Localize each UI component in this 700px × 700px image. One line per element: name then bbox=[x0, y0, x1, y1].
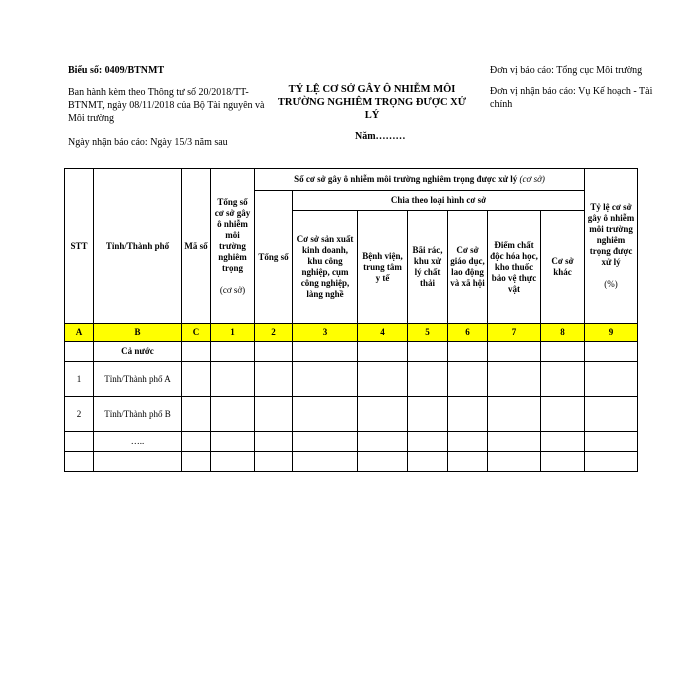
index-cell: 3 bbox=[293, 324, 358, 342]
header-total bbox=[211, 169, 255, 324]
receiving-unit: Đơn vị nhận báo cáo: Vụ Kế hoạch - Tài chính bbox=[490, 86, 653, 110]
table-row bbox=[65, 397, 638, 432]
row-name: ….. bbox=[94, 432, 182, 452]
header-code: Mã số bbox=[182, 169, 211, 324]
header-type-landfill: Bãi rác, khu xử lý chất thải bbox=[408, 211, 448, 324]
issued-note: Ban hành kèm theo Thông tư số 20/2018/TT-BTNMT, ngày 08/11/2018 của Bộ Tài nguyên và Môi trường bbox=[68, 87, 265, 124]
report-year: Năm……… bbox=[355, 131, 406, 142]
row-name bbox=[94, 452, 182, 472]
index-cell: 1 bbox=[211, 324, 255, 342]
row-name: Tỉnh/Thành phố A bbox=[94, 362, 182, 397]
row-stt: 1 bbox=[65, 362, 94, 397]
header-rate bbox=[585, 169, 638, 324]
header-type-business: Cơ sở sản xuất kinh doanh, khu công nghiệp, cụm công nghiệp, làng nghề bbox=[293, 211, 358, 324]
form-code: Biểu số: 0409/BTNMT bbox=[68, 65, 165, 76]
header-left bbox=[68, 64, 268, 149]
receive-date: Ngày nhận báo cáo: Ngày 15/3 năm sau bbox=[68, 137, 228, 148]
report-title: TỶ LỆ CƠ SỞ GÂY Ô NHIỄM MÔI TRƯỜNG NGHIÊM TRỌNG ĐƯỢC XỬ LÝ bbox=[277, 84, 467, 121]
row-name: Tỉnh/Thành phố B bbox=[94, 397, 182, 432]
report-table bbox=[64, 168, 638, 472]
row-stt bbox=[65, 432, 94, 452]
header-type-social: Cơ sở giáo dục, lao động và xã hội bbox=[448, 211, 488, 324]
table-row bbox=[65, 362, 638, 397]
row-stt bbox=[65, 342, 94, 362]
index-cell: C bbox=[182, 324, 211, 342]
index-cell: A bbox=[65, 324, 94, 342]
header-total-unit: (cơ sở) bbox=[219, 284, 246, 295]
header-by-type: Chia theo loại hình cơ sở bbox=[293, 191, 585, 211]
header-type-other: Cơ sở khác bbox=[541, 211, 585, 324]
header-treated bbox=[255, 169, 585, 191]
header-type-chemical: Điểm chất độc hóa học, kho thuốc bảo vệ thực vật bbox=[488, 211, 541, 324]
table-row bbox=[65, 432, 638, 452]
header-rate-unit: (%) bbox=[604, 279, 618, 289]
index-cell: 7 bbox=[488, 324, 541, 342]
header-treated-label: Số cơ sở gây ô nhiễm môi trường nghiêm trọng được xử lý bbox=[294, 174, 518, 184]
header-sum: Tổng số bbox=[255, 191, 293, 324]
index-cell: 2 bbox=[255, 324, 293, 342]
index-cell: 6 bbox=[448, 324, 488, 342]
table-row bbox=[65, 342, 638, 362]
row-name: Cả nước bbox=[94, 342, 182, 362]
header-treated-unit: (cơ sở) bbox=[519, 174, 545, 184]
header-province: Tỉnh/Thành phố bbox=[94, 169, 182, 324]
table-row bbox=[65, 452, 638, 472]
reporting-unit: Đơn vị báo cáo: Tổng cục Môi trường bbox=[490, 65, 643, 76]
header-rate-label: Tỷ lệ cơ sở gây ô nhiễm môi trường nghiêm trọng được xử lý bbox=[587, 202, 635, 267]
row-stt: 2 bbox=[65, 397, 94, 432]
header-stt: STT bbox=[65, 169, 94, 324]
index-cell: B bbox=[94, 324, 182, 342]
header-type-hospital: Bệnh viện, trung tâm y tế bbox=[358, 211, 408, 324]
index-cell: 9 bbox=[585, 324, 638, 342]
index-cell: 8 bbox=[541, 324, 585, 342]
header-right bbox=[490, 64, 660, 119]
index-row bbox=[65, 324, 638, 342]
index-cell: 5 bbox=[408, 324, 448, 342]
index-cell: 4 bbox=[358, 324, 408, 342]
row-stt bbox=[65, 452, 94, 472]
header-total-label: Tổng số cơ sở gây ô nhiễm môi trường nghiêm trọng bbox=[214, 196, 251, 273]
